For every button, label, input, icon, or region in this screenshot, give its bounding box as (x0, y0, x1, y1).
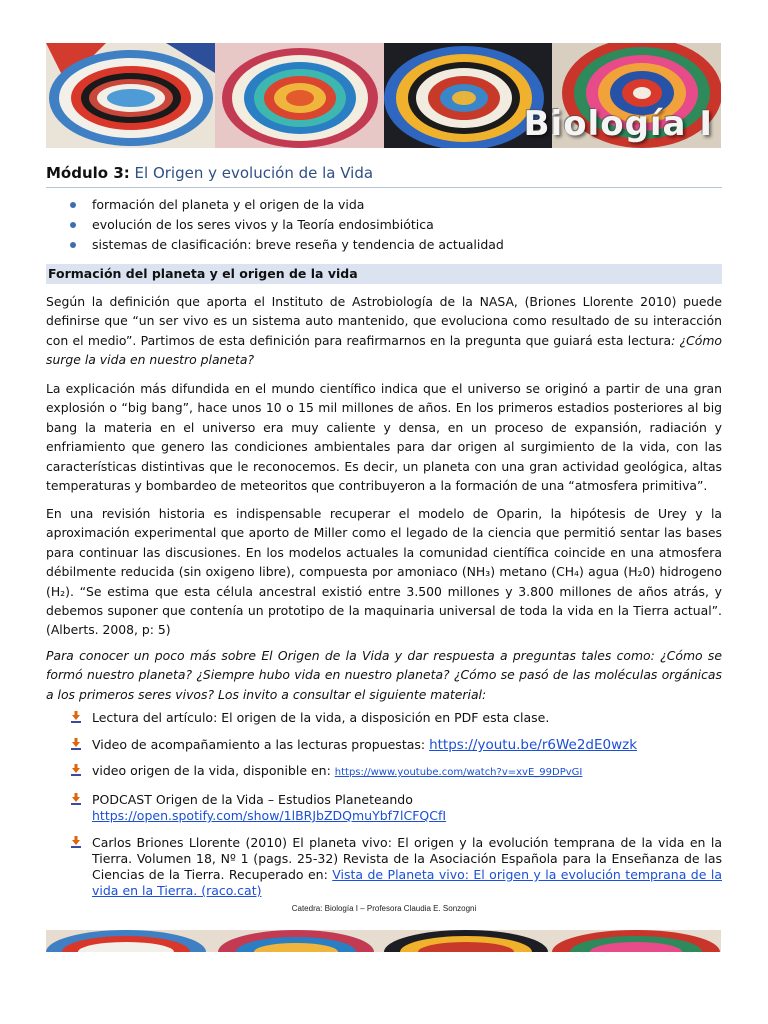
module-title: El Origen y evolución de la Vida (134, 164, 374, 182)
list-item: PODCAST Origen de la Vida – Estudios Planeteando https://open.spotify.com/show/1lBRJbZDQmuYbf7lCFQCfI (70, 792, 722, 824)
paragraph-definition: Según la definición que aporta el Instituto de Astrobiología de la NASA, (Briones Llorente 2010) puede definirse que “un ser vivo es un sistema auto mantenido, que evoluciona como resultado de su interacción con el medio”. Partimos de esta definición para reafirmarnos en la pregunta que guiará esta lectura: ¿Cómo surge la vida en nuestro planeta? (46, 294, 722, 368)
paragraph-big-bang: La explicación más difundida en el mundo científico indica que el universo se originó a partir de una gran explosión o “big bang”, hace unos 10 o 15 mil millones de años. En los primeros estadios posteriores al big bang la materia en el universo era muy caliente y densa, en un proceso de expansión, radiación y enfriamiento que genero las condiciones ambientales para dar origen al surgimiento de la vida, con las características distintivas que le reconocemos. Es decir, un planeta con una gran actividad geológica, altas temperaturas y bombardeo de meteoritos que contribuyeron a la formación de una “atmosfera primitiva”. (46, 381, 722, 494)
list-item: formación del planeta y el origen de la vida (70, 195, 504, 215)
bullet-icon (70, 202, 76, 208)
list-item: evolución de los seres vivos y la Teoría endosimbiótica (70, 215, 504, 235)
list-item: Carlos Briones Llorente (2010) El planeta vivo: El origen y la evolución temprana de la vida en la Tierra. Volumen 18, Nº 1 (pags. 25-32) Revista de la Asociación Española para la Enseñanza de las Ciencias de la Tierra. Recuperado en: Vista de Planeta vivo: El origen y la evolución temprana de la vida en la Tierra. (raco.cat) (70, 835, 722, 899)
header-banner (46, 43, 721, 148)
topic-list (70, 195, 504, 255)
banner-painting-2 (215, 43, 384, 148)
footer-caption: Catedra: Biología I – Profesora Claudia E. Sonzogni (291, 904, 477, 913)
module-label: Módulo 3: (46, 164, 130, 182)
arrow-down-icon (70, 836, 82, 853)
paragraph-oparin: En una revisión historia es indispensable recuperar el modelo de Oparin, la hipótesis de Urey y la aproximación experimental que aporto de Miller como el legado de la ciencia que permitió sentar las bases para continuar las discusiones. En los modelos actuales la comunidad científica coincide en una atmosfera débilmente reducida (sin oxigeno libre), compuesta por amoniaco (NH₃) metano (CH₄) agua (H₂0) hidrogeno (H₂). “Se estima que esta célula ancestral existió entre 3.500 millones y 3.800 millones de años atrás, y debemos suponer que contenía un prototipo de la maquinaria universal de toda la vida en la Tierra actual”. (Alberts. 2008, p: 5) (46, 506, 722, 638)
arrow-down-icon (70, 793, 82, 810)
spotify-link[interactable]: https://open.spotify.com/show/1lBRJbZDQmuYbf7lCFQCfI (92, 808, 447, 823)
list-item: sistemas de clasificación: breve reseña y tendencia de actualidad (70, 235, 504, 255)
arrow-down-icon (70, 711, 82, 728)
banner-painting-1 (46, 43, 215, 148)
list-item: Lectura del artículo: El origen de la vida, a disposición en PDF esta clase. (70, 710, 722, 726)
list-item: video origen de la vida, disponible en: https://www.youtube.com/watch?v=xvE_99DPvGI (70, 763, 722, 781)
section-heading: Formación del planeta y el origen de la vida (46, 264, 722, 284)
video-link[interactable]: https://youtu.be/r6We2dE0wzk (429, 737, 638, 753)
paragraph-invitation: Para conocer un poco más sobre El Origen de la Vida y dar respuesta a preguntas tales como: ¿Cómo se formó nuestro planeta? ¿Siempre hubo vida en nuestro planeta? ¿Cómo se pasó de las moléculas orgánicas a los primeros seres vivos? Los invito a consultar el siguiente material: (46, 648, 722, 702)
youtube-link[interactable]: https://www.youtube.com/watch?v=xvE_99DPvGI (334, 767, 583, 778)
resource-list (70, 710, 722, 899)
bullet-icon (70, 242, 76, 248)
footer-banner (46, 930, 721, 952)
banner-title: Biología I (523, 104, 713, 144)
arrow-down-icon (70, 738, 82, 755)
arrow-down-icon (70, 764, 82, 781)
list-item: Video de acompañamiento a las lecturas propuestas: https://youtu.be/r6We2dE0wzk (70, 737, 722, 753)
bullet-icon (70, 222, 76, 228)
raco-article-link[interactable]: Vista de Planeta vivo: El origen y la evolución temprana de la vida en la Tierra. (raco.cat) (92, 867, 722, 898)
module-heading (46, 162, 722, 188)
